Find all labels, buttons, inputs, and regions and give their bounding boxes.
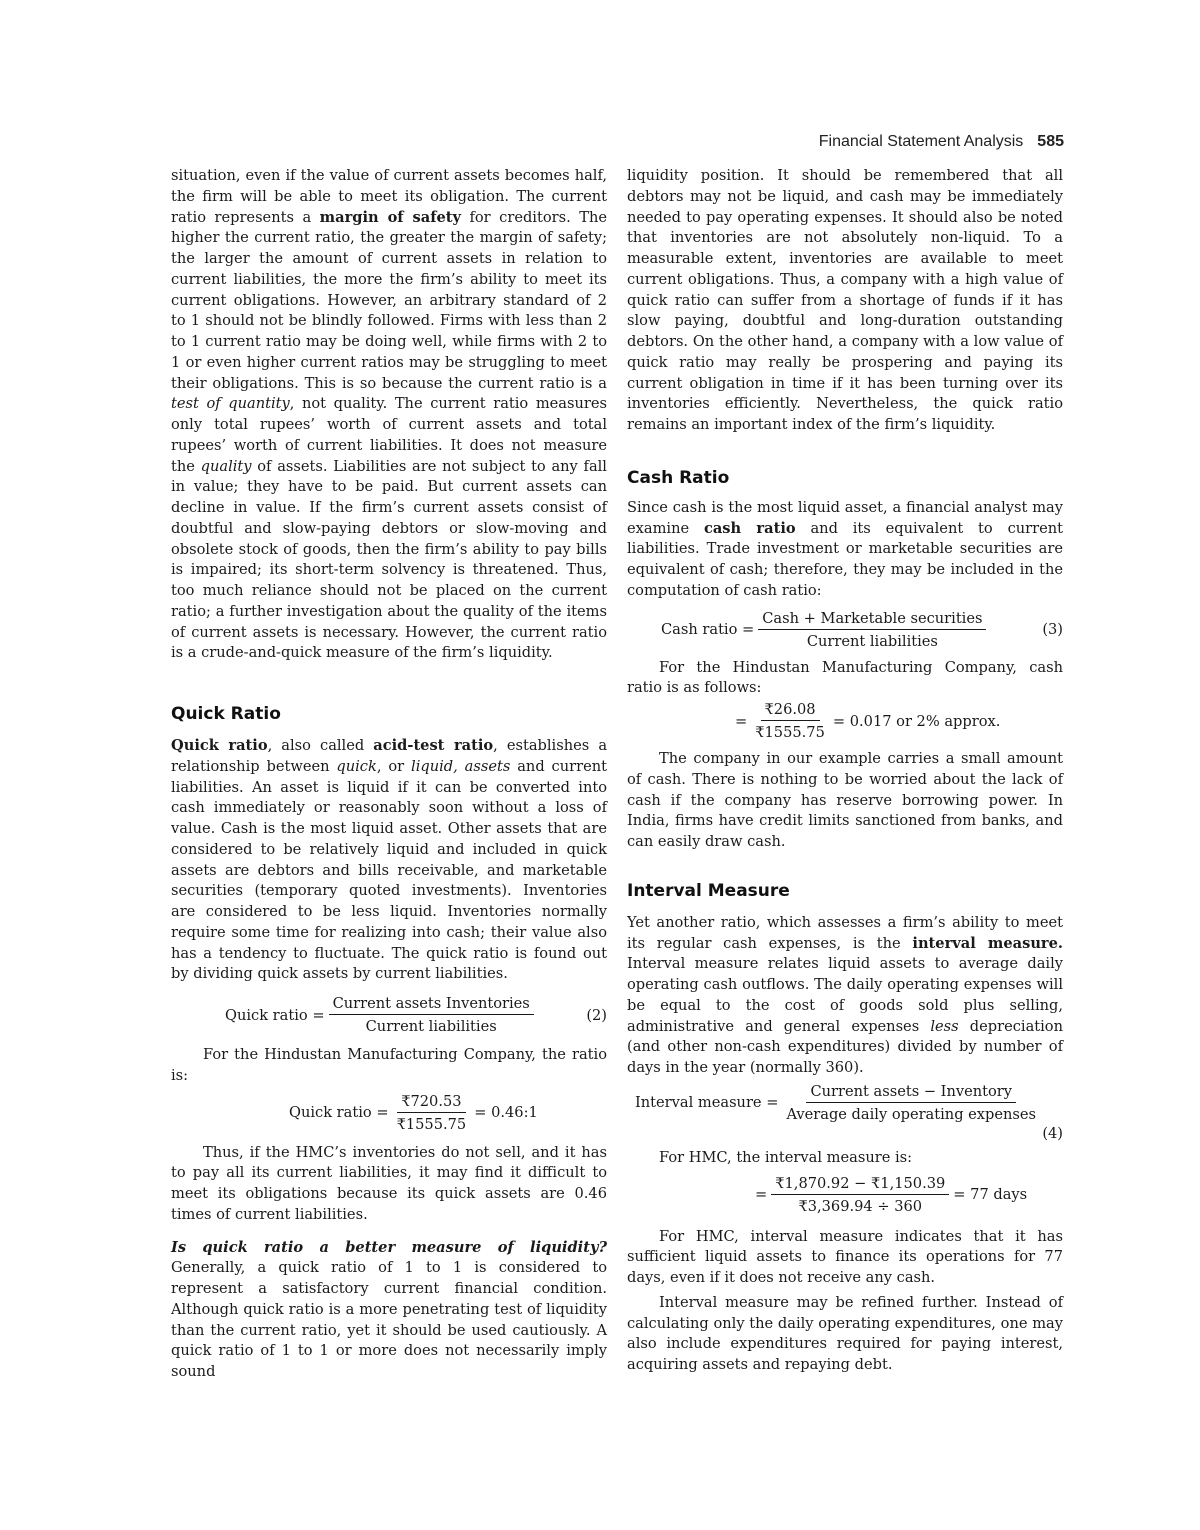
heading-interval-measure: Interval Measure bbox=[627, 880, 790, 901]
fraction: $\frac{₹1,870.92 - ₹1,150.39}{₹3,369.94 \div 360}$ bbox=[771, 1175, 949, 1215]
left-column bbox=[171, 166, 607, 1383]
paragraph-cash-ratio: Since cash is the most liquid asset, a financial analyst may examine cash ratio and its equivalent to current liabilities. Trade investment or marketable securities are equivalent of cash; therefore, they may be included in the computation of cash ratio: bbox=[627, 498, 1063, 599]
paragraph-hmc-inventories: Thus, if the HMC’s inventories do not sell, and it has to pay all its current liabilities, it may find it difficult to meet its obligations because its quick assets are 0.46 times of current liabilities. bbox=[171, 1143, 607, 1223]
paragraph-hmc-interval: For HMC, the interval measure is: bbox=[659, 1148, 913, 1166]
fraction: $\frac{\text{Cash + Marketable securities}}{\text{Current liabilities}}$ bbox=[758, 610, 986, 650]
fraction: $\frac{\text{Current assets − Inventory}}{\text{Average daily operating expenses}}$ bbox=[786, 1082, 1037, 1123]
paragraph-quick-ratio-better: Is quick ratio a better measure of liquidity? Generally, a quick ratio of 1 to 1 is considered to represent a satisfactory current financial condition. Although quick ratio is a more penetrating test of liquidity than the current ratio, yet it should be used cautiously. A quick ratio of 1 to 1 or more does not necessarily imply sound bbox=[171, 1238, 607, 1380]
fraction: $\frac{₹26.08}{₹1555.75}$ bbox=[755, 701, 825, 741]
equation-number: (2) bbox=[586, 1006, 607, 1024]
header-title: Financial Statement Analysis bbox=[818, 133, 1024, 150]
page-number: 585 bbox=[1037, 133, 1064, 150]
formula-quick-ratio-hmc: Quick ratio = $\frac{₹720.53}{₹1555.75}$ = 0.46:1 bbox=[289, 1092, 538, 1133]
paragraph-quick-ratio: Quick ratio, also called acid-test ratio, establishes a relationship between quick, or liquid, assets and current liabilities. An asset is liquid if it can be converted into cash immediately or reasonably soon without a loss of value. Cash is the most liquid asset. Other assets that are considered to be relatively liquid and included in quick assets are debtors and bills receivable, and marketable securities (temporary quoted investments). Inventories are considered to be less liquid. Inventories normally require some time for realizing into cash; their value also has a tendency to fluctuate. The quick ratio is found out by dividing quick assets by current liabilities. bbox=[171, 737, 608, 983]
formula-cash-ratio-hmc: = $\frac{₹26.08}{₹1555.75}$ = 0.017 or 2% approx. bbox=[735, 701, 1001, 741]
equation-number: (3) bbox=[1042, 621, 1063, 638]
heading-cash-ratio: Cash Ratio bbox=[627, 467, 730, 488]
equation-number: (4) bbox=[1042, 1124, 1063, 1142]
fraction: $\frac{₹720.53}{₹1555.75}$ bbox=[396, 1092, 467, 1133]
paragraph-small-cash: The company in our example carries a small amount of cash. There is nothing to be worried about the lack of cash if the company has reserve borrowing power. In India, firms have credit limits sanctioned from banks, and can easily draw cash. bbox=[627, 750, 1063, 850]
paragraph-interval-measure: Yet another ratio, which assesses a firm’s ability to meet its regular cash expenses, is the interval measure. Interval measure relates liquid assets to average daily operating cash outflows. The daily operating expenses will be equal to the cost of goods sold plus selling, administrative and general expenses less depreciation (and other non-cash expenditures) divided by number of days in the year (normally 360). bbox=[627, 913, 1063, 1076]
formula-interval-measure-hmc: = $\frac{₹1,870.92 - ₹1,150.39}{₹3,369.94 \div 360}$ = 77 days bbox=[755, 1174, 1028, 1215]
formula-cash-ratio: Cash ratio = $\frac{\text{Cash + Marketable securities}}{\text{Current liabilities}}$ (3) bbox=[661, 609, 1063, 650]
paragraph-liquidity-position: liquidity position. It should be remembered that all debtors may not be liquid, and cash may be immediately needed to pay operating expenses. It should also be noted that inventories are not absolutely non-liquid. To a measurable extent, inventories are available to meet current obligations. Thus, a company with a high value of quick ratio can suffer from a shortage of funds if it has slow paying, doubtful and long-duration outstanding debtors. On the other hand, a company with a low value of quick ratio may really be prospering and paying its current obligation in time if it has been turning over its inventories efficiently. Nevertheless, the quick ratio remains an important index of the firm’s liquidity. bbox=[627, 167, 1063, 433]
paragraph-current-ratio: situation, even if the value of current assets becomes half, the firm will be able to meet its obligation. The current ratio represents a margin of safety for creditors. The higher the current ratio, the greater the margin of safety; the larger the amount of current assets in relation to current liabilities, the more the firm’s ability to meet its current obligations. However, an arbitrary standard of 2 to 1 should not be blindly followed. Firms with less than 2 to 1 current ratio may be doing well, while firms with 2 to 1 or even higher current ratios may be struggling to meet their obligations. This is so because the current ratio is a test of quantity, not quality. The current ratio measures only total rupees’ worth of current assets and total rupees’ worth of current liabilities. It does not measure the quality of assets. Liabilities are not subject to any fall in value; they have to be paid. But current assets can decline in value. If the firm’s current assets consist of doubtful and slow-paying debtors or slow-moving and obsolete stock of goods, then the firm’s ability to pay bills is impaired; its short-term solvency is threatened. Thus, too much reliance should not be placed on the current ratio; a further investigation about the quality of the items of current assets is necessary. However, the current ratio is a crude-and-quick measure of the firm’s liquidity. bbox=[171, 167, 607, 662]
formula-quick-ratio: Quick ratio = $\frac{\text{Current assets Inventories}}{\text{Current liabilities}}$ (2) bbox=[225, 995, 607, 1035]
paragraph-refined-interval: Interval measure may be refined further. Instead of calculating only the daily operating expenditures, one may also include expenditures required for paying interest, acquiring assets and repaying debt. bbox=[627, 1293, 1063, 1373]
fraction: $\frac{\text{Current assets Inventories}}{\text{Current liabilities}}$ bbox=[329, 995, 534, 1035]
formula-interval-measure: Interval measure = $\frac{\text{Current assets − Inventory}}{\text{Average daily operating expenses}}$ bbox=[635, 1083, 1063, 1123]
paragraph-hmc-cash-ratio: For the Hindustan Manufacturing Company, cash ratio is as follows: bbox=[627, 658, 1063, 697]
paragraph-hmc-ratio: For the Hindustan Manufacturing Company, the ratio is: bbox=[171, 1046, 607, 1084]
paragraph-hmc-77-days: For HMC, interval measure indicates that it has sufficient liquid assets to finance its operations for 77 days, even if it does not receive any cash. bbox=[627, 1227, 1063, 1286]
running-header bbox=[819, 133, 1064, 151]
right-column bbox=[627, 166, 1063, 1376]
heading-quick-ratio: Quick Ratio bbox=[171, 704, 281, 724]
